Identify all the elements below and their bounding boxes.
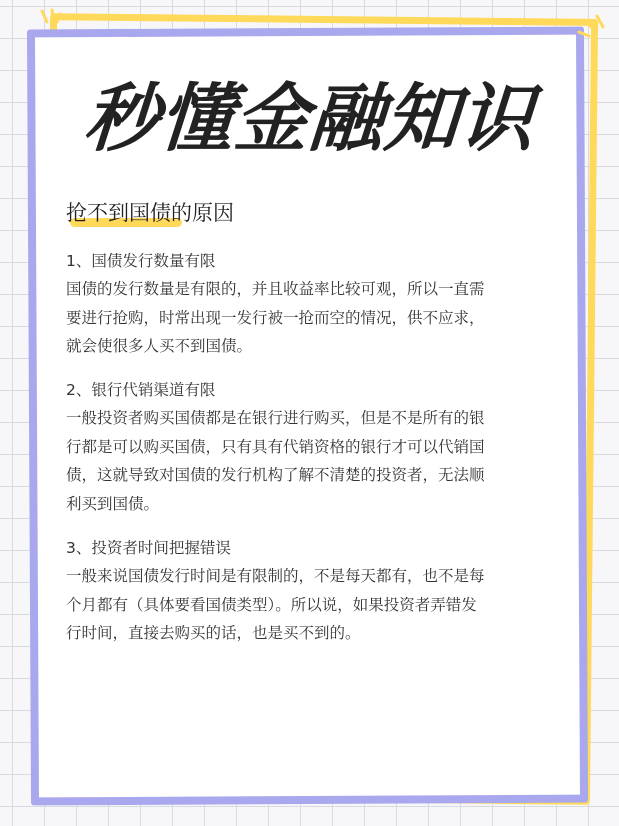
section-text-line: 就会使很多人买不到国债。 [66, 337, 253, 355]
section-heading: 1、国债发行数量有限 [66, 252, 216, 270]
subtitle: 抢不到国债的原因 [66, 201, 234, 225]
section-text-line: 行时间，直接去购买的话，也是买不到的。 [66, 624, 361, 642]
section-text-line: 一般投资者购买国债都是在银行进行购买，但是不是所有的银 [66, 409, 485, 427]
section-3 [66, 534, 556, 648]
section-heading: 3、投资者时间把握错误 [66, 539, 231, 557]
section-1 [66, 247, 556, 361]
section-text-line: 行都是可以购买国债，只有具有代销资格的银行才可以代销国 [66, 437, 485, 456]
sparkle-lines-icon [38, 8, 64, 30]
page-title: 秒懂金融知识 [81, 76, 538, 162]
section-text-line: 利买到国债。 [66, 494, 160, 513]
section-text-line: 要进行抢购，时常出现一发行被一抢而空的情况，供不应求， [66, 308, 485, 327]
sparkle-lines-icon [573, 10, 613, 40]
section-2 [66, 376, 556, 518]
section-text-line: 个月都有（具体要看国债类型）。所以说，如果投资者弄错发 [66, 595, 477, 614]
section-heading: 2、银行代销渠道有限 [66, 381, 216, 399]
subtitle-block [66, 197, 234, 227]
section-text-line: 国债的发行数量是有限的，并且收益率比较可观，所以一直需 [66, 280, 485, 298]
section-text-line: 债，这就导致对国债的发行机构了解不清楚的投资者，无法顺 [66, 466, 485, 484]
section-text-line: 一般来说国债发行时间是有限制的，不是每天都有，也不是每 [66, 567, 485, 585]
